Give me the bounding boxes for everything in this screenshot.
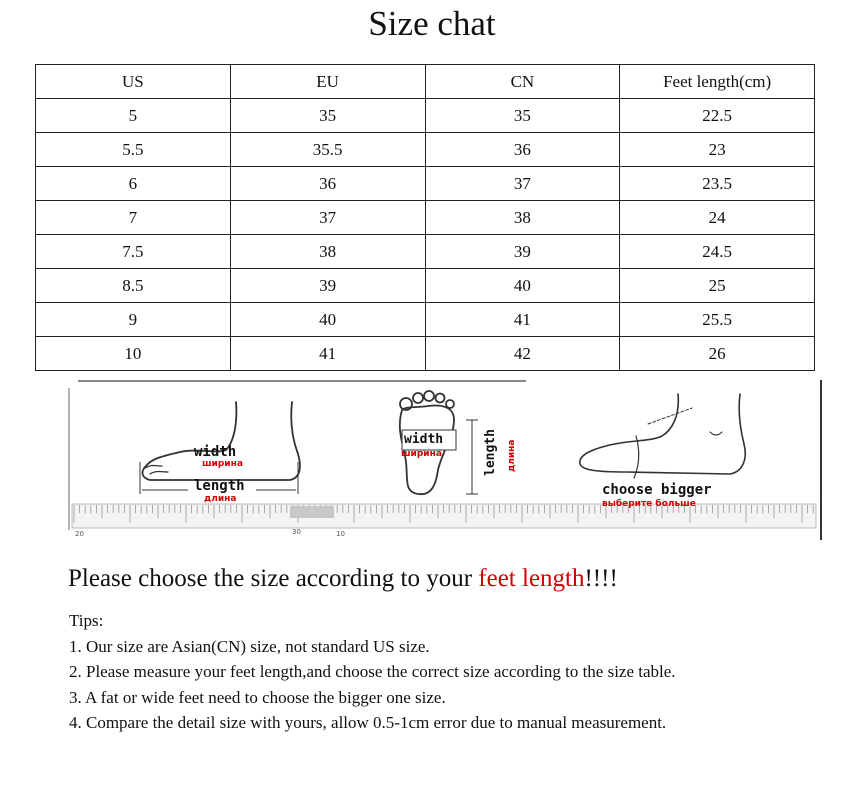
table-cell: 24.5: [620, 235, 815, 269]
table-cell: 10: [36, 337, 231, 371]
page-title: Size chat: [368, 4, 496, 43]
table-cell: 38: [230, 235, 425, 269]
table-cell: 35: [230, 99, 425, 133]
table-cell: 39: [230, 269, 425, 303]
table-cell: 22.5: [620, 99, 815, 133]
table-cell: 8.5: [36, 269, 231, 303]
tip-item: 1. Our size are Asian(CN) size, not standard US size.: [69, 636, 430, 656]
table-row: [36, 269, 815, 303]
table-cell: 40: [425, 269, 620, 303]
headline-prefix: Please choose the size according to your: [68, 565, 479, 592]
ruler-label-20: 20: [75, 530, 84, 538]
table-header-row: [36, 65, 815, 99]
table-cell: 7.5: [36, 235, 231, 269]
table-cell: 40: [230, 303, 425, 337]
table-row: [36, 201, 815, 235]
shoe-foot-icon: [580, 394, 745, 478]
headline-highlight: feet length: [478, 565, 585, 592]
foot-measurement-illustration: [66, 380, 824, 540]
ruler-label-10: 10: [336, 530, 345, 538]
table-row: [36, 303, 815, 337]
header-cn: CN: [425, 65, 620, 99]
table-cell: 25: [620, 269, 815, 303]
table-row: [36, 235, 815, 269]
table-cell: 35: [425, 99, 620, 133]
table-cell: 26: [620, 337, 815, 371]
table-cell: 6: [36, 167, 231, 201]
sole-length-label-ru: длина: [507, 439, 517, 472]
choose-bigger-label-ru: выберите больше: [602, 499, 696, 509]
choose-bigger-label-en: choose bigger: [602, 482, 712, 498]
table-cell: 9: [36, 303, 231, 337]
table-cell: 38: [425, 201, 620, 235]
tip-item: 3. A fat or wide feet need to choose the bigger one size.: [69, 687, 446, 707]
sole-width-label-en: width: [404, 432, 444, 447]
table-row: [36, 167, 815, 201]
table-cell: 41: [230, 337, 425, 371]
size-table: [35, 64, 815, 371]
table-cell: 36: [230, 167, 425, 201]
tip-item: 4. Compare the detail size with yours, allow 0.5-1cm error due to manual measurement.: [69, 713, 667, 732]
header-eu: EU: [230, 65, 425, 99]
table-cell: 5.5: [36, 133, 231, 167]
width-label-ru: ширина: [202, 459, 243, 469]
tip-item: 2. Please measure your feet length,and choose the correct size according to the size table.: [69, 662, 676, 681]
tips-section: [69, 608, 765, 736]
width-label-en: width: [194, 444, 237, 460]
table-cell: 7: [36, 201, 231, 235]
length-label-en: length: [194, 478, 245, 494]
table-row: [36, 133, 815, 167]
size-instruction: [68, 562, 848, 596]
table-cell: 23.5: [620, 167, 815, 201]
ruler-highlight: [290, 506, 334, 518]
sole-width-label-ru: ширина: [401, 449, 442, 459]
table-cell: 23: [620, 133, 815, 167]
table-row: [36, 99, 815, 133]
length-label-ru: длина: [204, 494, 237, 504]
table-cell: 25.5: [620, 303, 815, 337]
table-cell: 39: [425, 235, 620, 269]
table-cell: 37: [425, 167, 620, 201]
table-cell: 41: [425, 303, 620, 337]
tips-title: Tips:: [69, 611, 104, 630]
table-cell: 37: [230, 201, 425, 235]
table-row: [36, 337, 815, 371]
sole-length-label-en: length: [483, 429, 498, 476]
table-cell: 42: [425, 337, 620, 371]
header-us: US: [36, 65, 231, 99]
table-cell: 35.5: [230, 133, 425, 167]
headline-suffix: !!!!: [584, 565, 618, 592]
table-cell: 24: [620, 201, 815, 235]
table-cell: 5: [36, 99, 231, 133]
table-cell: 36: [425, 133, 620, 167]
header-feet-length: Feet length(cm): [620, 65, 815, 99]
measurement-diagram: [66, 380, 824, 540]
ruler-label-30: 30: [292, 528, 301, 536]
